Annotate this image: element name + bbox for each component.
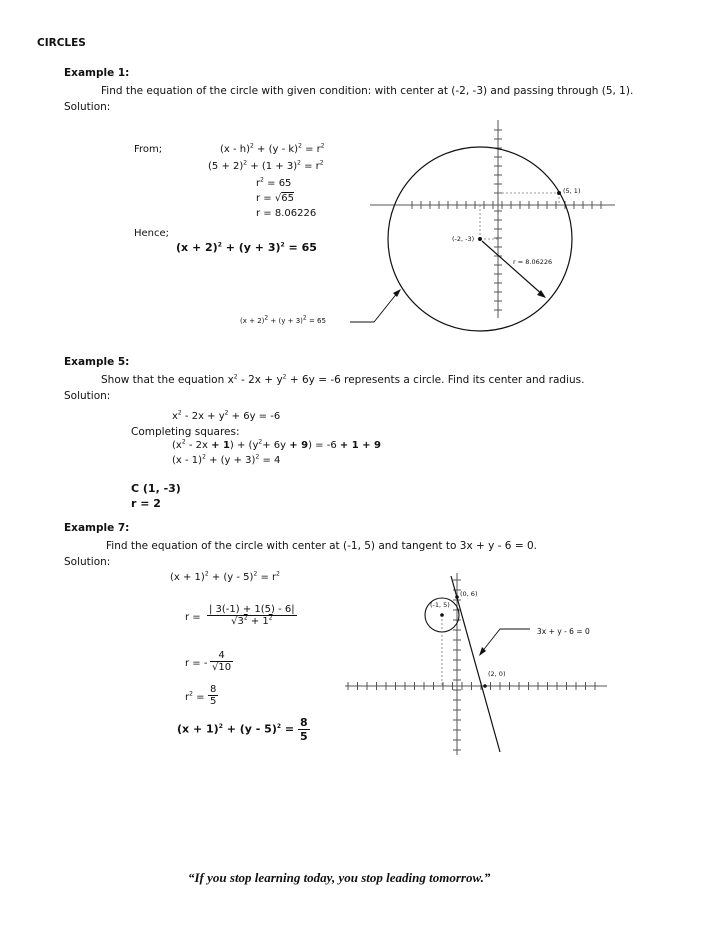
ex7-axis-ticks [348, 580, 595, 750]
ex1-hence-label: Hence; [134, 228, 170, 239]
ex7-solution-label: Solution: [64, 556, 111, 568]
ex1-point-label: (5, 1) [563, 187, 581, 195]
ex1-solution-label: Solution: [64, 101, 111, 113]
page-title: CIRCLES [37, 37, 86, 49]
ex7-r-fraction: $\frac{4}{√10}$ [212, 650, 232, 673]
ex7-heading: Example 7: [64, 522, 130, 534]
ex7-center-point [440, 613, 444, 617]
ex1-circle-graph [340, 112, 630, 362]
ex5-solution-label: Solution: [64, 390, 111, 402]
ex7-r2-fraction: $\frac{8}{5}$ [210, 684, 217, 707]
ex5-completing-step: $(x^2 - 2x + 1) + (y^2+ 6y + 9) = -6 + 1 + 9$ [172, 438, 381, 451]
ex1-r-sqrt: r = √65 [256, 193, 294, 204]
ex1-standard-form: $(x - h)^2 + (y - k)^2 = r^2$ [220, 142, 325, 155]
ex5-center: C (1, -3) [131, 482, 181, 495]
ex7-tangent-graph [338, 566, 628, 766]
ex1-r-value: r = 8.06226 [256, 208, 317, 219]
ex7-standard-form: $(x + 1)^2 + (y - 5)^2 = r^2$ [170, 570, 280, 583]
ex7-r-equals-b: r = - [185, 658, 208, 669]
ex1-from-label: From; [134, 144, 163, 155]
ex7-line-label: 3x + y - 6 = 0 [537, 627, 590, 636]
ex5-heading: Example 5: [64, 356, 130, 368]
ex1-radius-line [482, 241, 544, 296]
ex7-r-equals-a: r = [185, 612, 201, 623]
ex7-p2-label: (2, 0) [488, 670, 506, 678]
ex5-problem: Show that the equation $x^2 - 2x + y^2 + 6y = -6$ represents a circle. Find its center and radius. [101, 373, 585, 386]
ex5-result-equation: $(x - 1)^2 + (y + 3)^2 = 4$ [172, 453, 281, 466]
ex1-center-label: (-2, -3) [452, 235, 475, 243]
ex1-radius-label: r = 8.06226 [513, 258, 553, 266]
ex1-final-equation: $(x + 2)^2 + (y + 3)^2 = 65$ [176, 241, 317, 254]
ex1-r-squared: $r^2 = 65$ [256, 176, 292, 189]
ex7-leader-line [481, 629, 530, 653]
ex7-p1-label: (0, 6) [460, 590, 478, 598]
ex7-point-2-0 [483, 684, 487, 688]
ex1-graph-equation-label: $(x + 2)^2 + (y + 3)^2 = 65$ [240, 314, 326, 325]
ex1-axis-ticks [412, 130, 601, 310]
ex7-problem: Find the equation of the circle with center at (-1, 5) and tangent to 3x + y - 6 = 0. [106, 540, 537, 552]
ex1-leader-line [350, 292, 398, 322]
ex7-r2-equals: $r^2$ = [185, 690, 205, 703]
ex1-substitution: $(5 + 2)^2 + (1 + 3)^2 = r^2$ [208, 159, 324, 172]
ex1-pass-point [557, 191, 561, 195]
ex1-center-point [478, 237, 482, 241]
ex5-completing-label: Completing squares: [131, 426, 240, 438]
ex7-tangent-line [451, 576, 500, 752]
ex1-leader-arrowhead [393, 289, 401, 297]
ex1-problem: Find the equation of the circle with given condition: with center at (-2, -3) and passing through (5, 1). [101, 85, 634, 97]
ex5-radius: r = 2 [131, 497, 161, 510]
footer-quote: “If you stop learning today, you stop leading tomorrow.” [188, 870, 491, 885]
ex7-distance-formula: $\frac{| 3(-1) + 1(5) - 6|}{√3^2 + 1^2}$ [209, 604, 295, 627]
ex1-heading: Example 1: [64, 67, 130, 79]
ex7-final-equation: $(x + 1)^2 + (y - 5)^2$ = $\frac{8}{5}$ [177, 716, 308, 743]
ex5-given-equation: $x^2 - 2x + y^2 + 6y = -6$ [172, 409, 281, 422]
ex7-center-label: (-1, 5) [430, 601, 450, 609]
ex7-point-0-6 [455, 595, 459, 599]
